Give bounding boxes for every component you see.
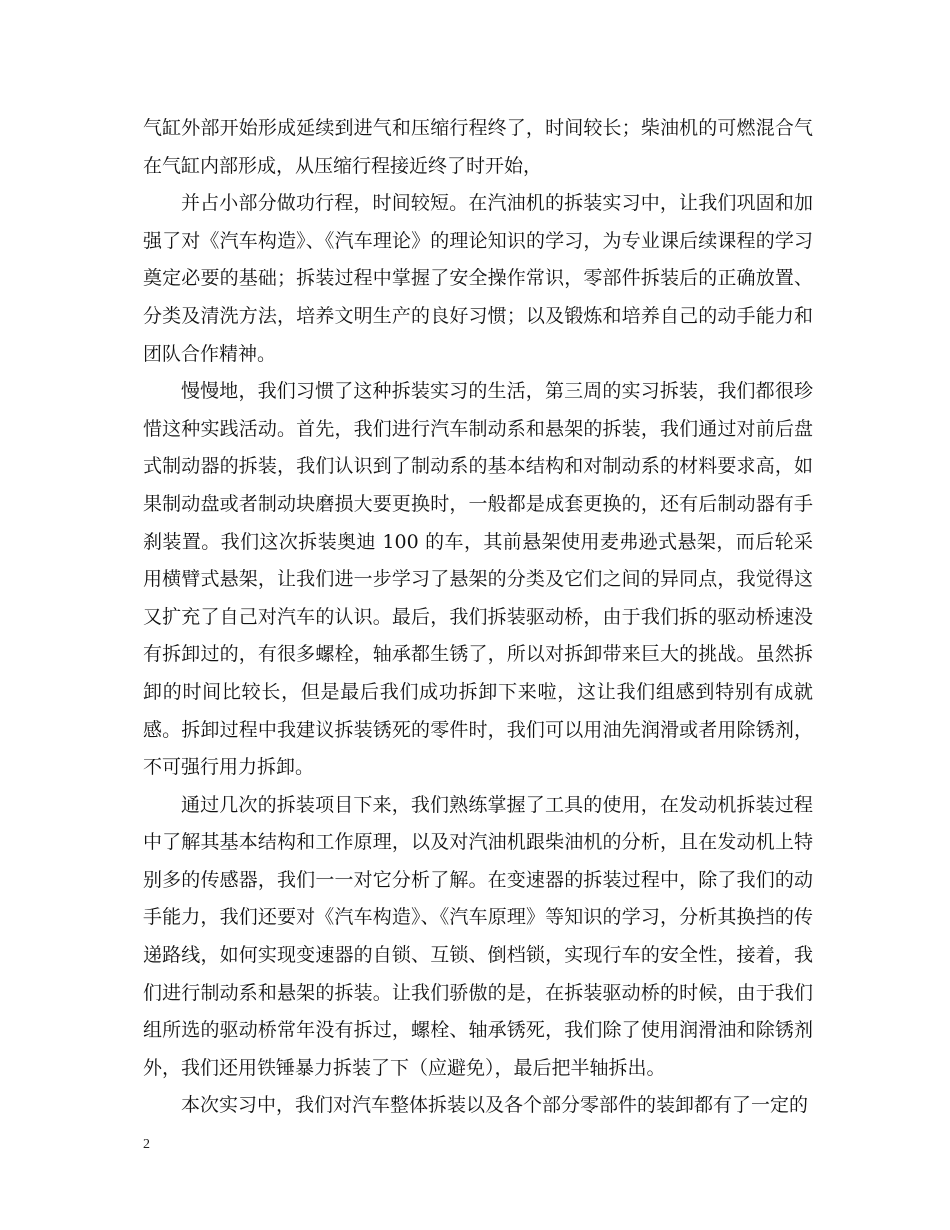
paragraph-1: 并占小部分做功行程，时间较短。在汽油机的拆装实习中，让我们巩固和加强了对《汽车构造》、《汽车理论》的理论知识的学习，为专业课后续课程的学习奠定必要的基础；拆装过程中掌握了安全操作常识，零部件拆装后的正确放置、分类及清洗方法，培养文明生产的良好习惯；以及锻炼和培养自己的动手能力和团队合作精神。 <box>143 192 813 365</box>
paragraph-continued: 气缸外部开始形成延续到进气和压缩行程终了，时间较长；柴油机的可燃混合气在气缸内部形成，从压缩行程接近终了时开始， <box>143 117 813 177</box>
paragraph-2: 慢慢地，我们习惯了这种拆装实习的生活，第三周的实习拆装，我们都很珍惜这种实践活动。首先，我们进行汽车制动系和悬架的拆装，我们通过对前后盘式制动器的拆装，我们认识到了制动系的基本结构和对制动系的材料要求高，如果制动盘或者制动块磨损大要更换时，一般都是成套更换的，还有后制动器有手刹装置。我们这次拆装奥迪 100 的车，其前悬架使用麦弗逊式悬架，而后轮采用横臂式悬架，让我们进一步学习了悬架的分类及它们之间的异同点，我觉得这又扩充了自己对汽车的认识。最后，我们拆装驱动桥，由于我们拆的驱动桥速没有拆卸过的，有很多螺栓，轴承都生锈了，所以对拆卸带来巨大的挑战。虽然拆卸的时间比较长，但是最后我们成功拆卸下来啦，这让我们组感到特别有成就感。拆卸过程中我建议拆装锈死的零件时，我们可以用油先润滑或者用除锈剂，不可强行用力拆卸。 <box>143 380 813 779</box>
paragraph-3: 通过几次的拆装项目下来，我们熟练掌握了工具的使用，在发动机拆装过程中了解其基本结构和工作原理，以及对汽油机跟柴油机的分析，且在发动机上特别多的传感器，我们一一对它分析了解。在变速器的拆装过程中，除了我们的动手能力，我们还要对《汽车构造》、《汽车原理》等知识的学习，分析其换挡的传递路线，如何实现变速器的自锁、互锁、倒档锁，实现行车的安全性，接着，我们进行制动系和悬架的拆装。让我们骄傲的是，在拆装驱动桥的时候，由于我们组所选的驱动桥常年没有拆过，螺栓、轴承锈死，我们除了使用润滑油和除锈剂外，我们还用铁锤暴力拆装了下（应避免），最后把半轴拆出。 <box>143 793 813 1079</box>
body-text <box>143 110 813 1125</box>
paragraph-4: 本次实习中，我们对汽车整体拆装以及各个部分零部件的装卸都有了一定的 <box>181 1094 809 1117</box>
page-number: 2 <box>143 1137 150 1152</box>
